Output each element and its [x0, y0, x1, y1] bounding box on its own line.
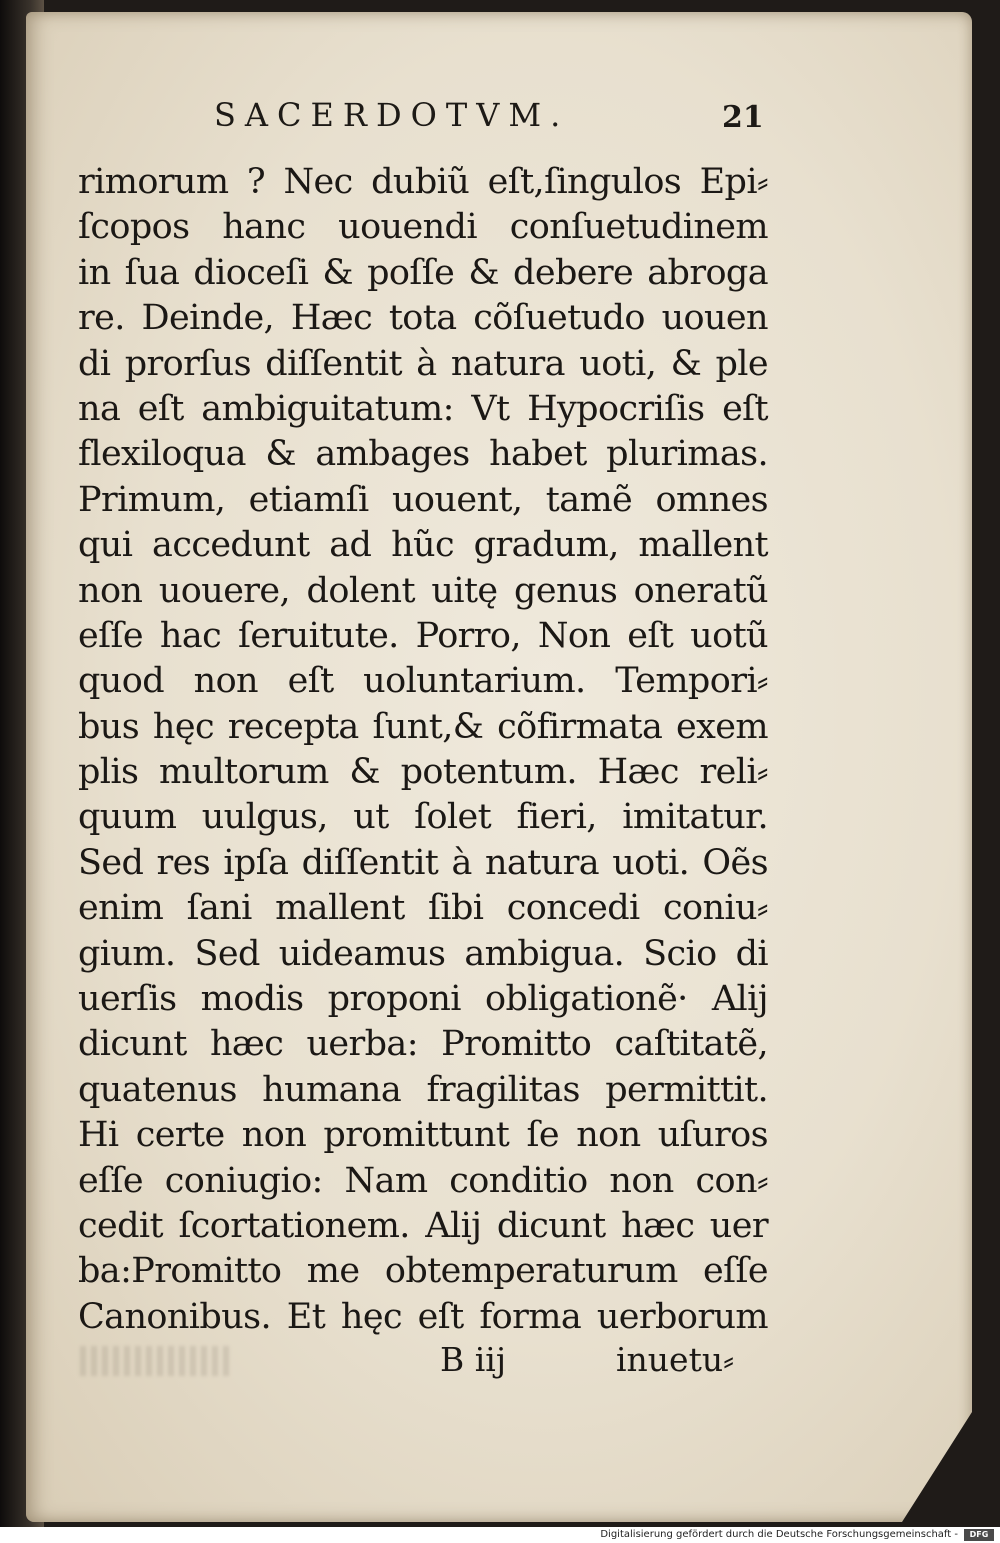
- footer-credit: Digitalisierung gefördert durch die Deutsche Forschungsgemeinschaft -: [600, 1529, 958, 1540]
- text-line: ſcopos hanc uouendi conſuetudinem: [78, 207, 768, 248]
- text-line: quum uulgus, ut ſolet fieri, imitatur.: [78, 797, 768, 838]
- catchword: inuetu⸗: [616, 1340, 735, 1379]
- text-line: re. Deinde, Hæc tota cõſuetudo uouen: [78, 298, 768, 339]
- text-line: di prorſus diſſentit à natura uoti, & ple: [78, 343, 768, 384]
- text-line: ba:Promitto me obtemperaturum eſſe: [78, 1251, 768, 1292]
- dfg-logo: DFG: [964, 1529, 994, 1541]
- page-number: 21: [722, 100, 764, 135]
- text-line: enim ſani mallent ſibi concedi coniu⸗: [78, 888, 768, 929]
- text-line: Hi certe non promittunt ſe non uſuros: [78, 1115, 768, 1156]
- signature-mark: B iij: [440, 1340, 507, 1379]
- text-line: cedit ſcortationem. Alij dicunt hæc uer: [78, 1205, 768, 1246]
- text-line: plis multorum & potentum. Hæc reli⸗: [78, 752, 768, 793]
- text-line: rimorum ? Nec dubiũ eſt,ſingulos Epi⸗: [78, 162, 768, 202]
- text-line: eſſe coniugio: Nam conditio non con⸗: [78, 1160, 768, 1201]
- text-line: Sed res ipſa diſſentit à natura uoti. Oẽs: [78, 842, 768, 883]
- catchline: [440, 1340, 770, 1385]
- torn-corner: [902, 1412, 972, 1522]
- text-line: eſſe hac ſeruitute. Porro, Non eſt uotũ: [78, 615, 768, 656]
- text-line: Canonibus. Et hęc eſt forma uerborum: [78, 1296, 768, 1337]
- text-line: bus hęc recepta ſunt,& cõfirmata exem: [78, 706, 768, 747]
- text-line: in ſua dioceſi & poſſe & debere abroga: [78, 252, 768, 293]
- text-line: quod non eſt uoluntarium. Tempori⸗: [78, 661, 768, 702]
- text-line: flexiloqua & ambages habet plurimas.: [78, 434, 768, 475]
- text-line: non uouere, dolent uitę genus oneratũ: [78, 570, 768, 611]
- text-line: gium. Sed uideamus ambigua. Scio di: [78, 933, 768, 974]
- text-line: quatenus humana fragilitas permittit.: [78, 1069, 768, 1110]
- text-line: qui accedunt ad hũc gradum, mallent: [78, 525, 768, 566]
- text-line: Primum, etiamſi uouent, tamẽ omnes: [78, 479, 768, 520]
- show-through-text: [80, 1346, 230, 1376]
- text-line: uerſis modis proponi obligationẽ· Alij: [78, 979, 768, 1020]
- text-line: na eſt ambiguitatum: Vt Hypocriſis eſt: [78, 388, 768, 429]
- running-head: SACERDOTVM.: [214, 96, 570, 134]
- text-line: dicunt hæc uerba: Promitto caſtitatẽ,: [78, 1024, 768, 1065]
- text-block: [78, 160, 768, 1340]
- footer-bar: [0, 1527, 1000, 1543]
